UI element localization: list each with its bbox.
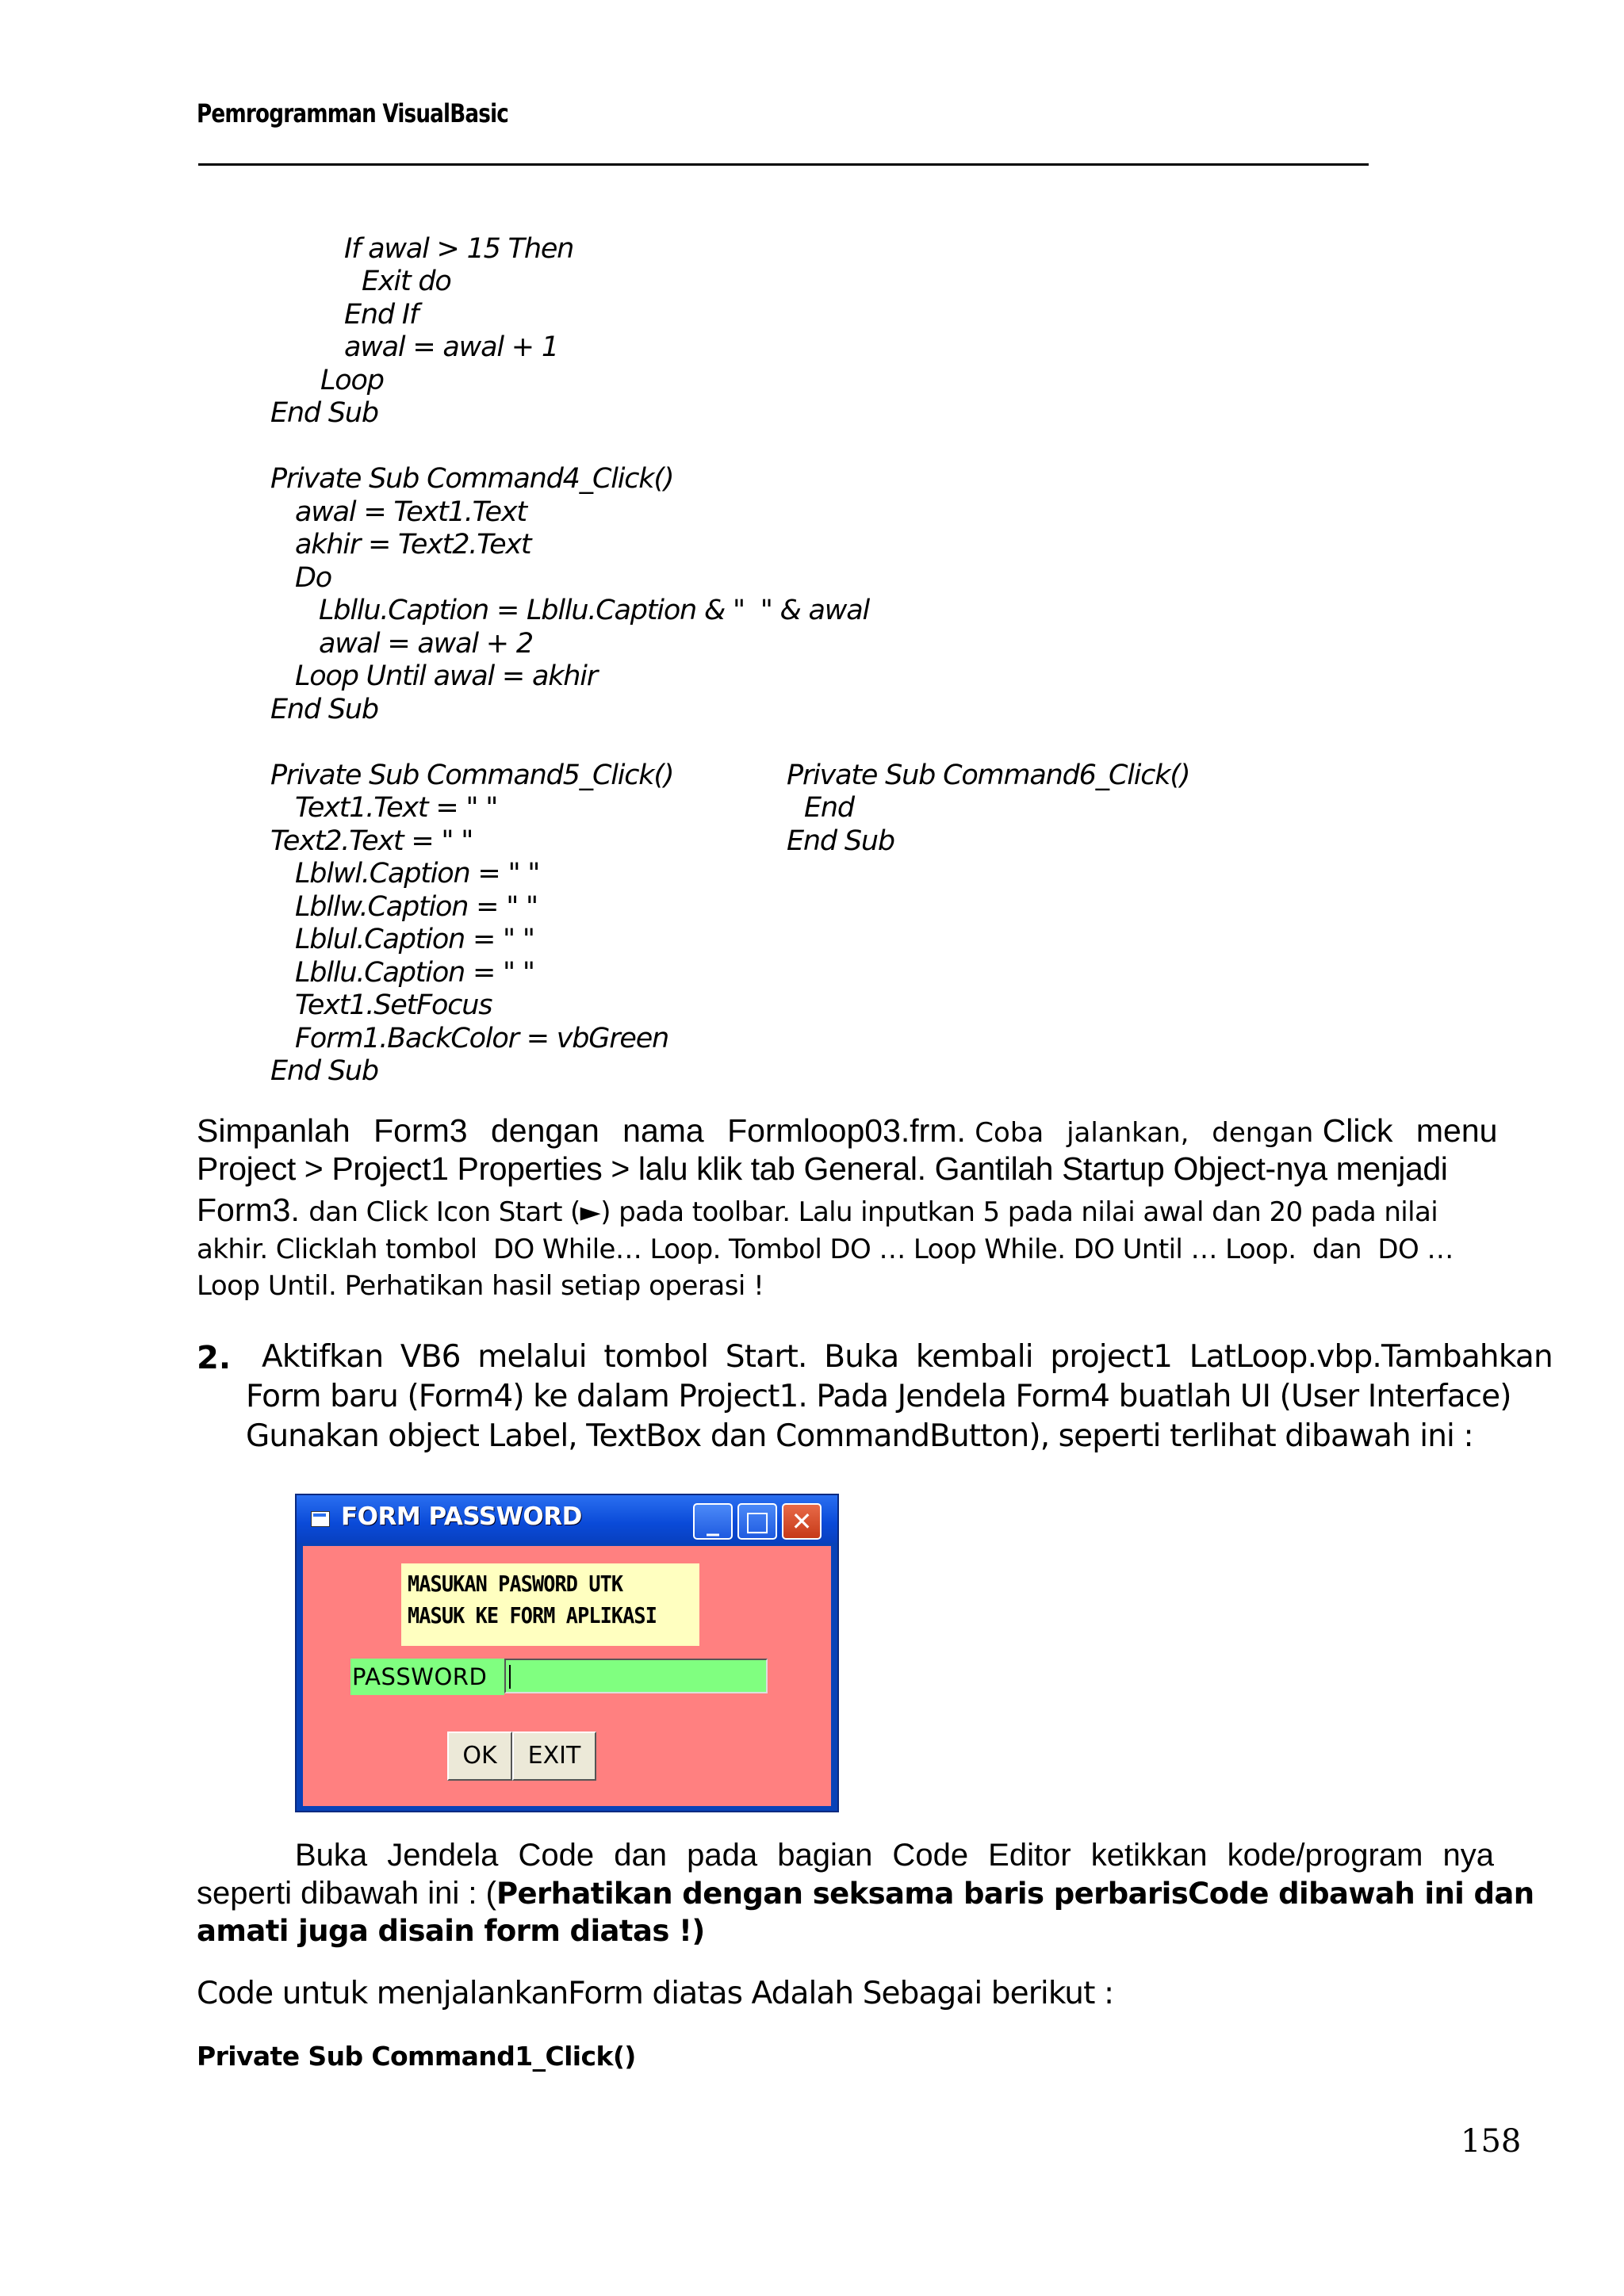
close-button[interactable] <box>782 1503 822 1540</box>
text-caret <box>509 1665 511 1689</box>
code-line: If awal > 15 Then <box>344 233 574 265</box>
code-line: Lblwl.Caption = " " <box>295 858 540 890</box>
instruction-label-line: MASUKAN PASWORD UTK <box>408 1571 623 1597</box>
paragraph-text: Form3. <box>197 1192 300 1228</box>
code-line: Loop <box>320 365 384 396</box>
paragraph-line: Loop Until. Perhatikan hasil setiap operasi ! <box>197 1270 764 1302</box>
paragraph-text: dan Click Icon Start (►) pada toolbar. Lalu inputkan 5 pada nilai awal dan 20 pada nilai <box>308 1196 1438 1228</box>
code-line: End Sub <box>270 694 378 725</box>
code-line: Lbllu.Caption = " " <box>295 957 534 989</box>
password-label: PASSWORD <box>350 1659 504 1695</box>
code-line: awal = awal + 1 <box>344 331 558 363</box>
close-icon: ✕ <box>791 1506 813 1536</box>
code-line: Loop Until awal = akhir <box>295 660 598 692</box>
paragraph-line: Aktifkan VB6 melalui tombol Start. Buka kembali project1 LatLoop.vbp.Tambahkan <box>262 1339 1553 1375</box>
code-line: Text1.Text = " " <box>295 792 498 824</box>
code-line: Do <box>295 562 331 594</box>
code-line: End Sub <box>270 1055 378 1087</box>
header-rule <box>198 163 1369 166</box>
vb-form-window <box>295 1494 839 1812</box>
maximize-icon: □ <box>744 1506 771 1537</box>
code-line: End Sub <box>787 825 894 857</box>
step-number: 2. <box>197 1340 232 1376</box>
maximize-button[interactable] <box>737 1503 777 1540</box>
code-line: Text1.SetFocus <box>295 989 492 1021</box>
paragraph-line: Project > Project1 Properties > lalu klik tab General. Gantilah Startup Object-nya menjadi <box>197 1150 1448 1187</box>
instruction-label <box>401 1563 699 1646</box>
exit-button[interactable]: EXIT <box>512 1732 596 1781</box>
running-header: Pemrogramman VisualBasic <box>197 98 509 128</box>
vb-form-client-area <box>303 1546 831 1806</box>
minimize-icon: _ <box>707 1506 719 1536</box>
code-line: Private Sub Command6_Click() <box>787 760 1190 791</box>
vb-form-title: FORM PASSWORD <box>341 1502 582 1531</box>
paragraph-text: Coba jalankan, dengan <box>975 1117 1314 1149</box>
instruction-label-line: MASUK KE FORM APLIKASI <box>408 1602 657 1628</box>
code-line: Text2.Text = " " <box>270 825 473 857</box>
paragraph-line <box>197 1112 1510 1152</box>
code-line: Exit do <box>362 266 451 297</box>
code-line: akhir = Text2.Text <box>295 529 531 561</box>
paragraph-line: Form baru (Form4) ke dalam Project1. Pada Jendela Form4 buatlah UI (User Interface) <box>246 1379 1511 1414</box>
code-line: Form1.BackColor = vbGreen <box>295 1023 669 1054</box>
paragraph-line <box>197 1874 1534 1913</box>
code-line: Private Sub Command4_Click() <box>270 463 674 495</box>
paragraph-line <box>197 1191 1513 1231</box>
paragraph-text: Click menu <box>1322 1112 1498 1149</box>
password-input[interactable] <box>504 1659 768 1693</box>
code-line: Lbllu.Caption = Lbllu.Caption & " " & awal <box>319 595 869 626</box>
vb-form-titlebar <box>297 1495 837 1543</box>
code-line: awal = awal + 2 <box>319 628 533 660</box>
paragraph-emphasis: Perhatikan dengan seksama baris perbarisCode dibawah ini dan <box>496 1877 1534 1911</box>
paragraph-text: Simpanlah Form3 dengan nama Formloop03.frm. <box>197 1112 966 1149</box>
page-number: 158 <box>1461 2123 1522 2160</box>
paragraph-line: akhir. Clicklah tombol DO While… Loop. Tombol DO … Loop While. DO Until … Loop. dan DO … <box>197 1234 1454 1265</box>
code-line: End If <box>344 299 419 331</box>
paragraph-text: seperti dibawah ini : ( <box>197 1876 496 1911</box>
ok-button[interactable]: OK <box>447 1732 512 1781</box>
code-line: awal = Text1.Text <box>295 496 527 528</box>
paragraph-emphasis: amati juga disain form diatas !) <box>197 1914 705 1948</box>
minimize-button[interactable] <box>693 1503 733 1540</box>
paragraph-line: Gunakan object Label, TextBox dan CommandButton), seperti terlihat dibawah ini : <box>246 1418 1473 1454</box>
paragraph-line: Code untuk menjalankanForm diatas Adalah Sebagai berikut : <box>197 1976 1114 2011</box>
code-line: End Sub <box>270 397 378 429</box>
paragraph-line: Buka Jendela Code dan pada bagian Code Editor ketikkan kode/program nya <box>295 1838 1495 1873</box>
code-line: Lblul.Caption = " " <box>295 924 534 955</box>
code-line: Lbllw.Caption = " " <box>295 891 538 923</box>
code-heading: Private Sub Command1_Click() <box>197 2041 636 2072</box>
code-line: Private Sub Command5_Click() <box>270 760 674 791</box>
code-line: End <box>804 792 854 824</box>
form-icon <box>311 1511 330 1527</box>
